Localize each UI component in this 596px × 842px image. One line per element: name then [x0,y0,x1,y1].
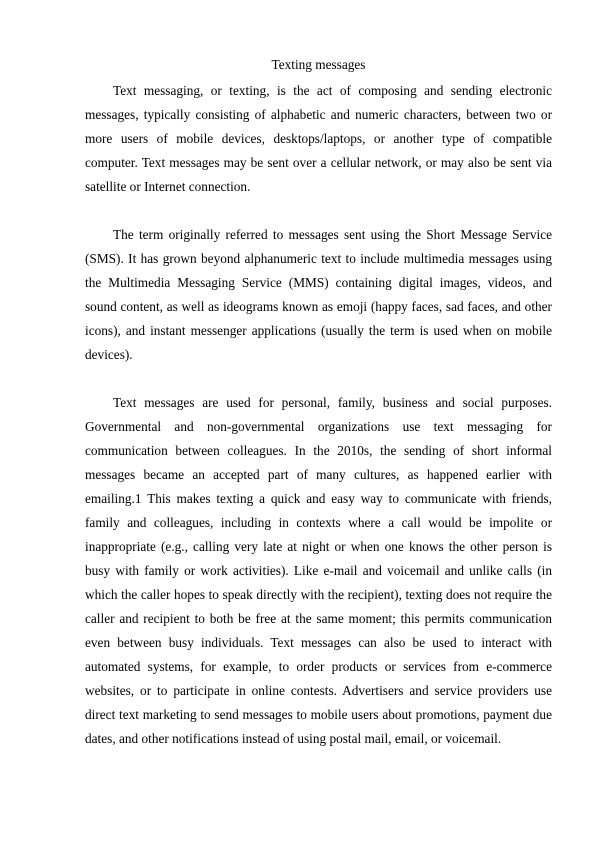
document-title: Texting messages [271,57,366,72]
paragraph-spacer [85,199,552,223]
paragraph-1: Text messaging, or texting, is the act of composing and sending electronic messages, typically consisting of alphabetic and numeric characters, between two or more users of mobile devices, desktops/laptops, or another type of compatible computer. Text messages may be sent over a cellular network, or may also be sent via satellite or Internet connection. [85,83,552,194]
paragraph-spacer [85,367,552,391]
paragraph-3: Text messages are used for personal, family, business and social purposes. Governmental and non-governmental organizations use text messaging for communication between colleagues. In the 2010s, the sending of short informal messages became an accepted part of many cultures, as happened earlier with emailing.1 This makes texting a quick and easy way to communicate with friends, family and colleagues, including in contexts where a call would be impolite or inappropriate (e.g., calling very late at night or when one knows the other person is busy with family or work activities). Like e-mail and voicemail and unlike calls (in which the caller hopes to speak directly with the recipient), texting does not require the caller and recipient to both be free at the same moment; this permits communication even between busy individuals. Text messages can also be used to interact with automated systems, for example, to order products or services from e-commerce websites, or to participate in online contests. Advertisers and service providers use direct text marketing to send messages to mobile users about promotions, payment due dates, and other notifications instead of using postal mail, email, or voicemail. [85,395,552,746]
paragraph-2: The term originally referred to messages sent using the Short Message Service (SMS). It has grown beyond alphanumeric text to include multimedia messages using the Multimedia Messaging Service (MMS) containing digital images, videos, and sound content, as well as ideograms known as emoji (happy faces, sad faces, and other icons), and instant messenger applications (usually the term is used when on mobile devices). [85,227,552,362]
